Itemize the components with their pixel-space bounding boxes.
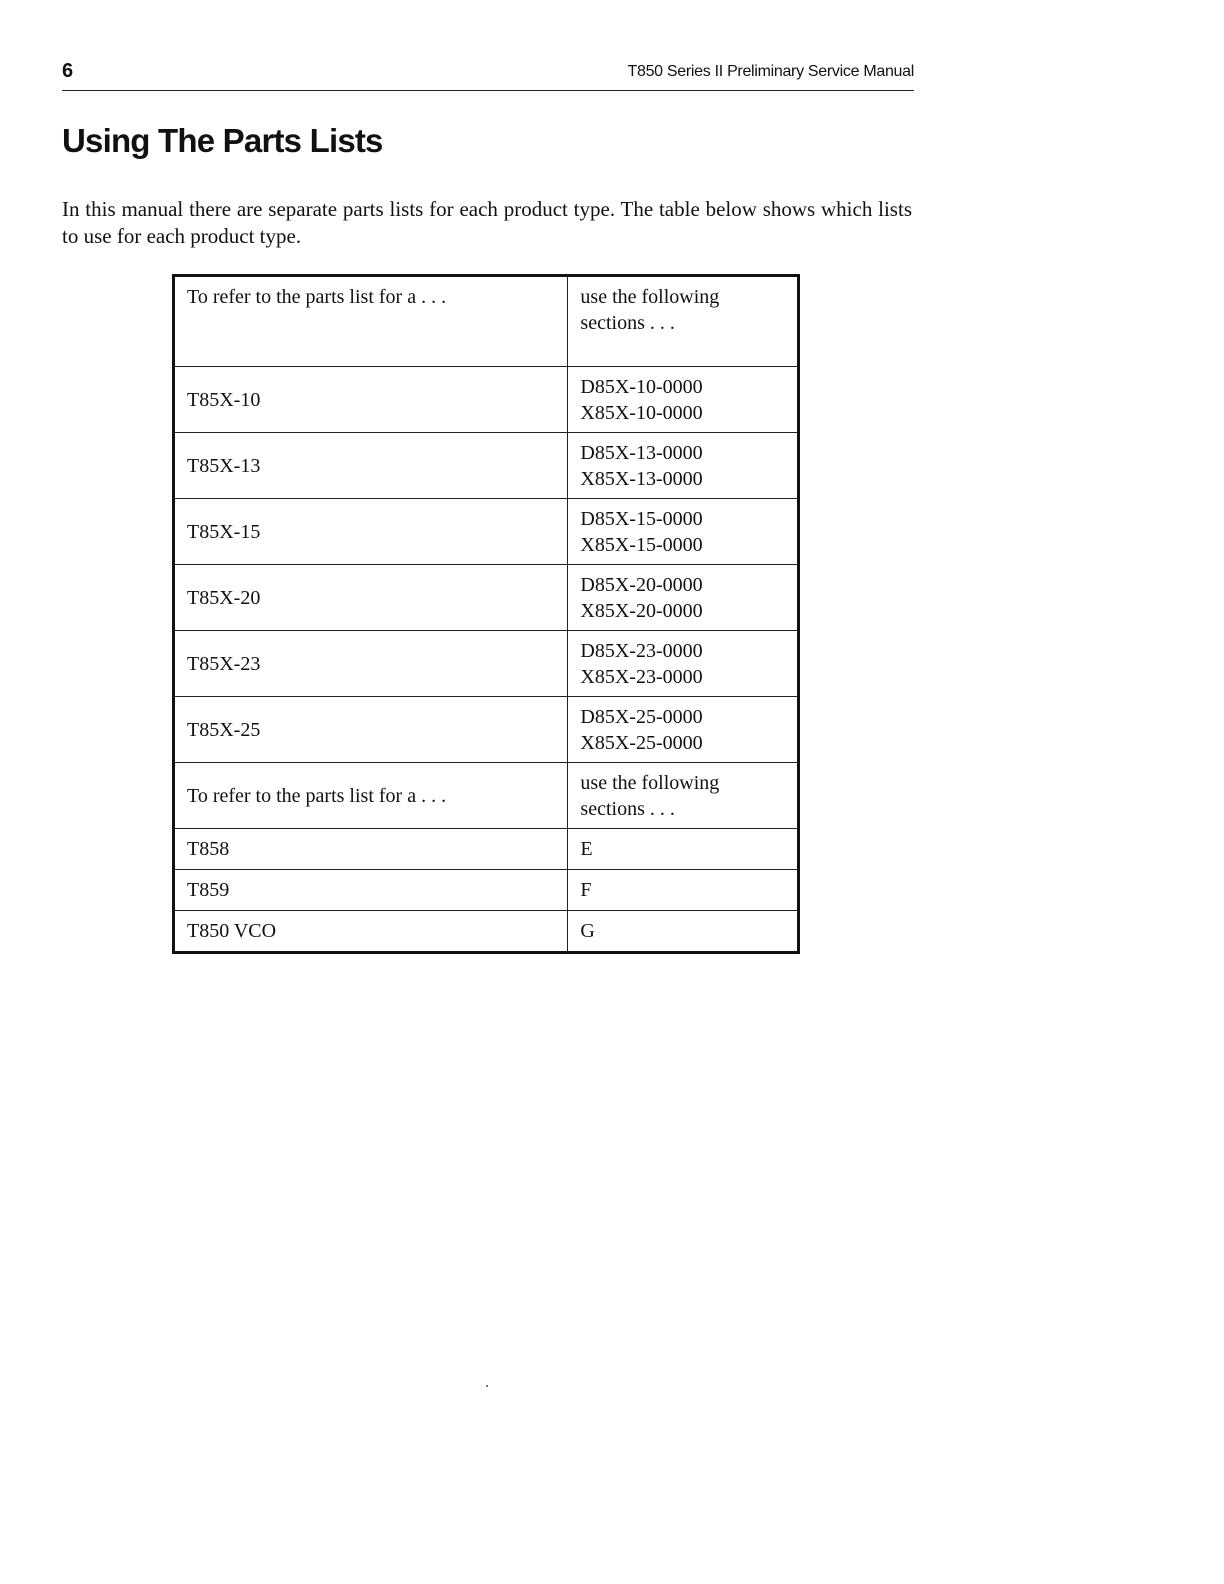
- model-cell: T85X-10: [174, 367, 568, 433]
- model-cell: T85X-25: [174, 697, 568, 763]
- d-section: D85X-20-0000: [580, 573, 703, 596]
- table-row: [174, 565, 799, 631]
- table-row: [174, 870, 799, 911]
- x-section: X85X-20-0000: [580, 599, 703, 622]
- subheader-label-sections-line1: use the following: [580, 771, 720, 794]
- d-section: D85X-10-0000: [580, 375, 703, 398]
- x-section: X85X-15-0000: [580, 533, 703, 556]
- page-header: [62, 58, 914, 91]
- table-row: [174, 911, 799, 953]
- subheader-cell-sections: [568, 763, 799, 829]
- subheader-label-sections-line2: sections . . .: [580, 797, 675, 820]
- section-heading: Using The Parts Lists: [62, 122, 383, 159]
- subheader-label-model: To refer to the parts list for a . . .: [187, 784, 447, 807]
- table-row: [174, 631, 799, 697]
- header-label-sections-line1: use the following: [580, 286, 720, 308]
- sections-cell: [568, 499, 799, 565]
- x-section: X85X-13-0000: [580, 467, 703, 490]
- table-row: [174, 433, 799, 499]
- header-cell-model: [174, 276, 568, 367]
- subheader-cell-model: [174, 763, 568, 829]
- header-label-model: To refer to the parts list for a . . .: [187, 286, 447, 308]
- sections-cell: [568, 697, 799, 763]
- x-section: X85X-25-0000: [580, 731, 703, 754]
- model-cell: T858: [174, 829, 568, 870]
- table-subheader-row: [174, 763, 799, 829]
- header-label-sections-line2: sections . . .: [580, 312, 675, 334]
- d-section: D85X-25-0000: [580, 705, 703, 728]
- table-header-row: [174, 276, 799, 367]
- model-cell: T85X-23: [174, 631, 568, 697]
- table-row: [174, 697, 799, 763]
- section-cell: E: [568, 829, 799, 870]
- page-number: 6: [62, 60, 74, 82]
- model-cell: T859: [174, 870, 568, 911]
- intro-paragraph: In this manual there are separate parts lists for each product type. The table below shows which lists to use for each product type.: [62, 197, 912, 248]
- section-cell: G: [568, 911, 799, 953]
- model-cell: T85X-15: [174, 499, 568, 565]
- running-title: T850 Series II Preliminary Service Manual: [627, 63, 914, 80]
- table-row: [174, 829, 799, 870]
- sections-cell: [568, 367, 799, 433]
- d-section: D85X-13-0000: [580, 441, 703, 464]
- d-section: D85X-23-0000: [580, 639, 703, 662]
- x-section: X85X-10-0000: [580, 401, 703, 424]
- header-cell-sections: [568, 276, 799, 367]
- parts-list-table: [172, 274, 800, 954]
- scan-speck: [486, 1385, 488, 1387]
- model-cell: T85X-20: [174, 565, 568, 631]
- sections-cell: [568, 433, 799, 499]
- model-cell: T850 VCO: [174, 911, 568, 953]
- table-row: [174, 499, 799, 565]
- d-section: D85X-15-0000: [580, 507, 703, 530]
- sections-cell: [568, 631, 799, 697]
- x-section: X85X-23-0000: [580, 665, 703, 688]
- section-cell: F: [568, 870, 799, 911]
- sections-cell: [568, 565, 799, 631]
- table-row: [174, 367, 799, 433]
- model-cell: T85X-13: [174, 433, 568, 499]
